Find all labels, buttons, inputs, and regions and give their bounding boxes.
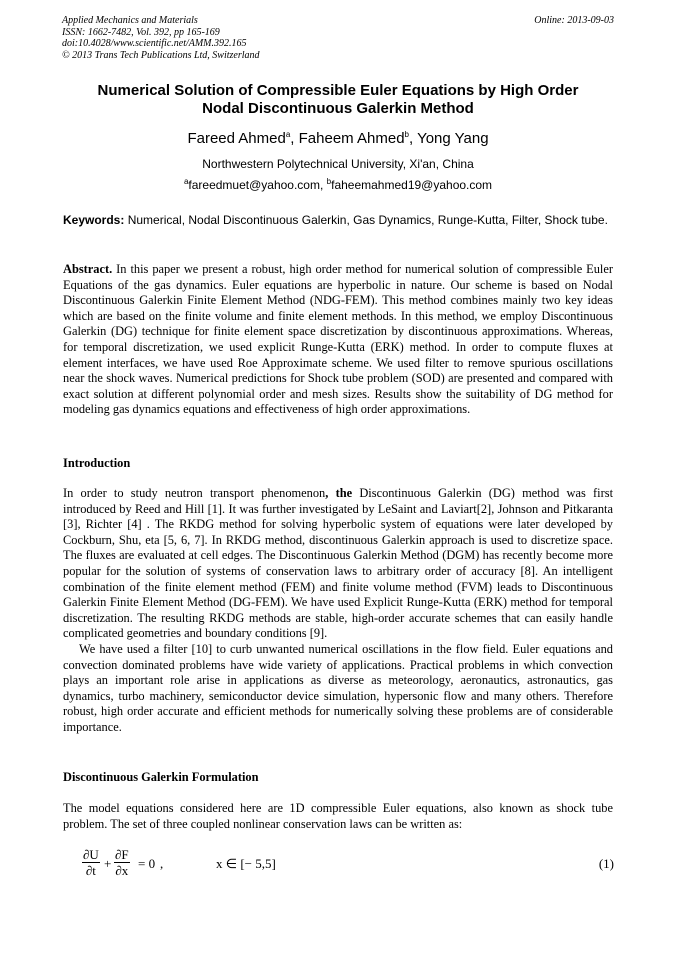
author-2: Faheem Ahmed	[298, 130, 405, 147]
fraction-1-denominator: ∂t	[85, 863, 96, 878]
dg-formulation-text: The model equations considered here are 1D compressible Euler equations, also known as shock tube problem. The set of three coupled nonlinear conservation laws can be written as:	[63, 801, 613, 831]
doi-line: doi:10.4028/www.scientific.net/AMM.392.165	[62, 38, 247, 49]
equation-comma: ,	[160, 856, 164, 871]
fraction-dF-dx	[114, 847, 130, 878]
email-b-sup: b	[326, 177, 332, 186]
author-sep-1: ,	[290, 130, 299, 147]
fraction-2-denominator: ∂x	[115, 863, 129, 878]
keywords-text: Numerical, Nodal Discontinuous Galerkin, Gas Dynamics, Runge-Kutta, Filter, Shock tube.	[124, 213, 608, 227]
fraction-1-numerator: ∂U	[83, 847, 99, 862]
intro-paragraph-2: We have used a filter [10] to curb unwanted numerical oscillations in the flow field. Euler equations and convection dominated problems have wide variety of applications. Practical problems in which convection plays an important role arise in applications as diverse as meteorology, aeronautics, astronautics, gas dynamics, turbo machinery, semiconductor device simulation, hypersonic flow and many others. Therefore robust, high order accurate and efficient methods for numerically solving these problems are of considerable importance.	[63, 641, 613, 734]
plus-sign: +	[104, 856, 112, 871]
journal-name: Applied Mechanics and Materials	[62, 15, 198, 26]
keywords-label: Keywords:	[63, 213, 125, 227]
dg-formulation-heading: Discontinuous Galerkin Formulation	[63, 770, 259, 784]
author-1-sup: a	[285, 130, 291, 139]
introduction-body	[63, 486, 613, 736]
title-line-1: Numerical Solution of Compressible Euler Equations by High Order	[97, 82, 579, 99]
author-sep-2: , Yong Yang	[409, 130, 489, 147]
email-b: faheemahmed19@yahoo.com	[331, 178, 493, 192]
copyright-line: © 2013 Trans Tech Publications Ltd, Switzerland	[62, 49, 260, 61]
intro-paragraph-1	[63, 486, 613, 642]
email-a: fareedmuet@yahoo.com,	[188, 178, 327, 192]
introduction-heading: Introduction	[63, 456, 131, 470]
fraction-2-numerator: ∂F	[115, 847, 129, 862]
online-date: Online: 2013-09-03	[534, 15, 614, 26]
equation-number: (1)	[598, 856, 614, 871]
intro-p1-start: In order to study neutron transport phenomenon	[63, 486, 326, 500]
intro-p1-rest: Discontinuous Galerkin (DG) method was first introduced by Reed and Hill [1]. It was further investigated by LeSaint and Laviart[2], Johnson and Pitkaranta [3], Richter [4] . The RKDG method for solving hyperbolic system of equations were later developed by Cockburn, Shu, eta [5, 6, 7]. In RKDG method, discontinuous Galerkin approach is used to discretize space. The fluxes are evaluated at cell edges. The Discontinuous Galerkin Method (DGM) has recently become more popular for the solution of systems of conservation laws to arbitrary order of accuracy [8]. An intelligent combination of the finite element method (FEM) and finite volume method (FVM) leads to Discontinuous Galerkin Finite Element Method (DG-FEM). We have used Explicit Runge-Kutta (ERK) method for temporal discretization. The resulting RKDG methods are stable, high-order accurate schemes that can easily handle complicated geometries and boundary conditions [9].	[63, 486, 614, 641]
paper-title	[62, 82, 614, 118]
equation-1	[78, 845, 614, 885]
journal-header	[62, 15, 260, 61]
equation-domain: x ∈ [− 5,5]	[216, 856, 276, 871]
fraction-dU-dt	[82, 847, 100, 878]
issn-line: ISSN: 1662-7482, Vol. 392, pp 165-169	[62, 26, 220, 38]
abstract	[63, 262, 613, 418]
intro-p1-bold: , the	[325, 486, 353, 500]
title-line-2: Nodal Discontinuous Galerkin Method	[202, 100, 474, 117]
email-a-sup: a	[183, 177, 189, 186]
author-2-sup: b	[404, 130, 409, 139]
authors	[62, 130, 614, 147]
equals-zero: = 0	[138, 856, 156, 871]
abstract-text: In this paper we present a robust, high order method for numerical solution of compressible Euler Equations of the gas dynamics. Euler equations are hyperbolic in nature. Our scheme is based on Nodal Discontinuous Galerkin Finite Element Method (NDG-FEM). This method combines mainly two key ideas which are based on the finite volume and finite element methods. In this method, we employ Discontinuous Galerkin (DG) technique for finite element space discretization by discontinuous approximations. Whereas, for temporal discretization, we used explicit Runge-Kutta (ERK) method. In order to compute fluxes at element interfaces, we have used Roe Approximate scheme. We used filter to remove spurious oscillations near the shock waves. Numerical predictions for Shock tube problem (SOD) are presented and compared with exact solution at different polynomial order and mesh sizes. Results show the suitability of DG method for modeling gas dynamics equations and effectiveness of high order approximations.	[63, 262, 613, 417]
affiliation: Northwestern Polytechnical University, Xi'an, China	[202, 157, 474, 171]
abstract-label: Abstract.	[63, 262, 113, 276]
author-1: Fareed Ahmed	[187, 130, 286, 147]
emails	[62, 178, 614, 192]
keywords	[63, 212, 613, 228]
